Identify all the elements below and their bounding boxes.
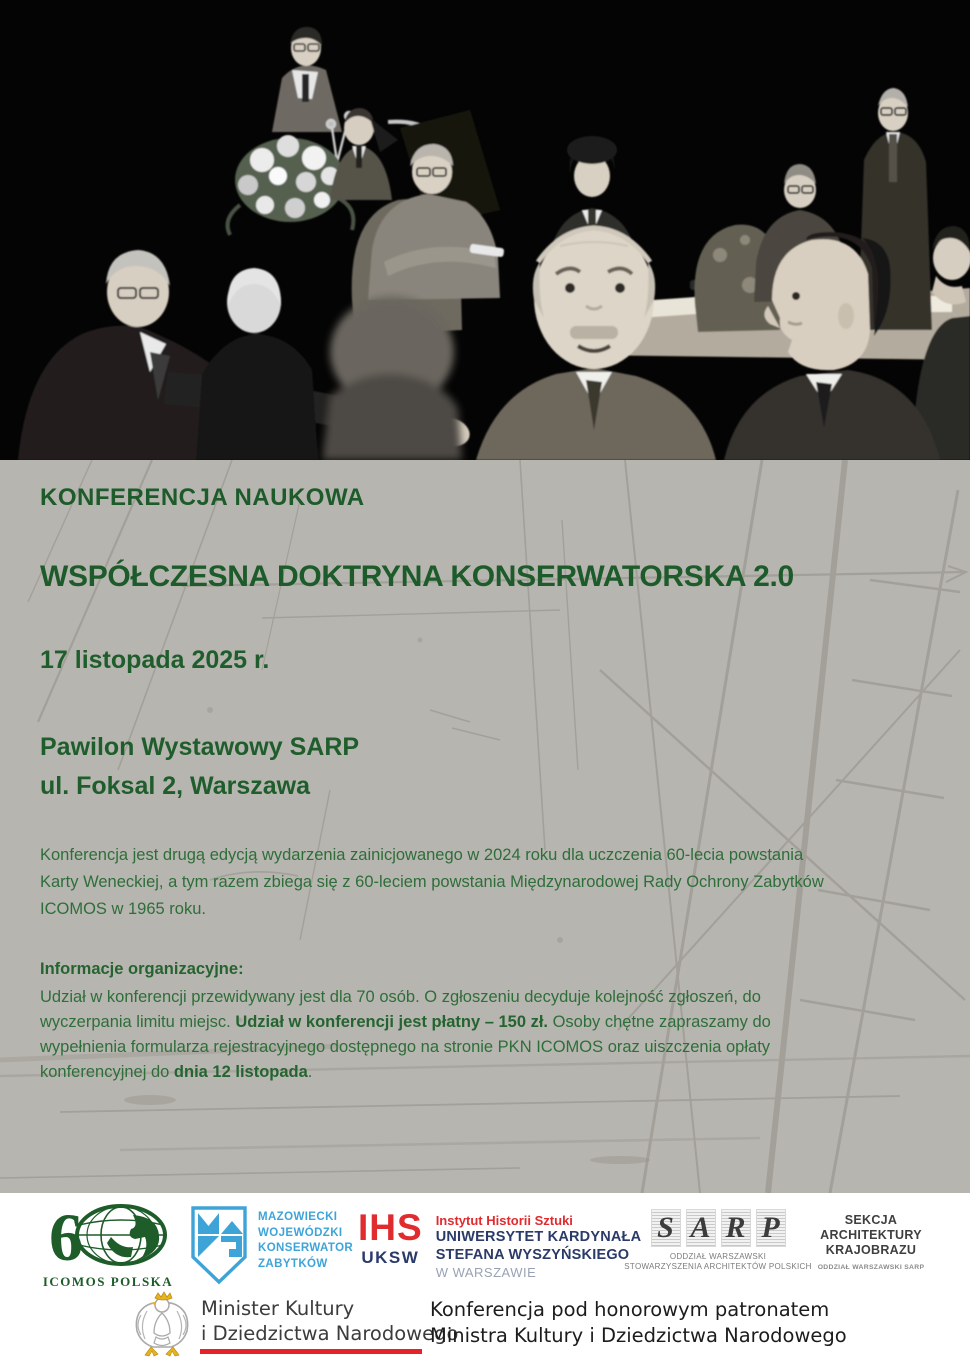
event-type-heading: KONFERENCJA NAUKOWA (40, 484, 365, 511)
icomos-globe-icon (33, 1203, 183, 1267)
mwkz-line-2: WOJEWÓDZKI (258, 1226, 343, 1239)
mwkz-line-1: MAZOWIECKI (258, 1211, 338, 1223)
conference-title: WSPÓŁCZESNA DOKTRYNA KONSERWATORSKA 2.0 (40, 560, 794, 593)
ihs-line-4: W WARSZAWIE (435, 1265, 537, 1280)
sarp-letter-r: R (725, 1211, 746, 1244)
minister-line-1: Minister Kultury (201, 1297, 355, 1320)
venue-line-1: Pawilon Wystawowy SARP (40, 733, 360, 761)
patronage-note (430, 1297, 847, 1349)
icomos-polska-label: ICOMOS POLSKA (42, 1274, 174, 1289)
sekcja-label (806, 1213, 936, 1258)
patronage-line-1: Konferencja pod honorowym patronatem (430, 1298, 830, 1321)
mwkz-line-3: KONSERWATOR (258, 1242, 354, 1254)
sarp-letter-p: P (761, 1211, 780, 1244)
poster-body (0, 460, 970, 1193)
sarp-sub-line-1: ODDZIAŁ WARSZAWSKI (669, 1252, 767, 1261)
ihs-line-3: STEFANA WYSZYŃSKIEGO (435, 1246, 630, 1263)
sekcja-line-2: ARCHITEKTURY (820, 1228, 922, 1242)
flag-red-bar (200, 1349, 422, 1354)
minister-line-2: i Dziedzictwa Narodowego (201, 1322, 459, 1345)
patronage-line-2: Ministra Kultury i Dziedzictwa Narodowego (430, 1324, 847, 1347)
polish-eagle-icon (133, 1291, 191, 1361)
sarp-letter-boxes (618, 1209, 818, 1247)
org-deadline-bold: dnia 12 listopada (173, 1063, 308, 1081)
organizational-info-text (40, 985, 840, 1085)
sekcja-line-1: SEKCJA (844, 1213, 898, 1227)
mwkz-shield-icon (190, 1205, 248, 1285)
sekcja-sub-label: ODDZIAŁ WARSZAWSKI SARP (817, 1264, 925, 1271)
org-text-1: Udział w konferencji przewidywany jest dla 70 osób. O zgłoszeniu decyduje kolejność zgłoszeń, do wyczerpania limitu miejsc. (40, 988, 761, 1031)
organizational-info-heading: Informacje organizacyjne: (40, 960, 244, 978)
uksw-abbr: UKSW (361, 1248, 420, 1267)
icomos-polska-logo (28, 1203, 188, 1290)
sarp-box-a (686, 1209, 716, 1247)
sarp-letter-a: A (690, 1211, 711, 1244)
org-text-3: . (307, 1063, 313, 1081)
sarp-sub-line-2: STOWARZYSZENIA ARCHITEKTÓW POLSKICH (624, 1262, 812, 1271)
ihs-abbr: IHS (358, 1207, 423, 1248)
ihs-uksw-label (436, 1211, 642, 1281)
sarp-letter-s: S (657, 1211, 674, 1244)
mwkz-line-4: ZABYTKÓW (258, 1257, 328, 1270)
sarp-logo (618, 1209, 818, 1272)
partner-logos-strip (0, 1193, 970, 1372)
ihs-line-1: Instytut Historii Sztuki (435, 1213, 573, 1228)
mwkz-logo (190, 1205, 353, 1285)
conference-description: Konferencja jest drugą edycją wydarzenia zainicjowanego w 2024 roku dla uczczenia 60-lecia powstania Karty Weneckiej, a tym razem zbiega się z 60-leciem powstania Międzynarodowej Rady Ochrony Zabytków ICOMOS w 1965 roku. (40, 846, 824, 918)
sekcja-line-3: KRAJOBRAZU (825, 1243, 917, 1257)
sarp-label (618, 1252, 818, 1272)
photo-montage-illustration (0, 0, 970, 460)
ihs-uksw-monogram (358, 1207, 423, 1281)
venue-line-2: ul. Foksal 2, Warszawa (40, 772, 311, 800)
conference-date: 17 listopada 2025 r. (40, 646, 270, 674)
archival-conference-photo (0, 0, 970, 460)
sekcja-architektury-krajobrazu-logo (806, 1213, 936, 1271)
mwkz-label (258, 1205, 353, 1285)
blurred-foreground-head (322, 296, 462, 460)
sarp-box-s (651, 1209, 681, 1247)
org-fee-bold: Udział w konferencji jest płatny – 150 zł. (235, 1013, 548, 1031)
svg-text:6: 6 (49, 1203, 83, 1267)
sarp-box-p (756, 1209, 786, 1247)
conference-venue (40, 728, 359, 806)
ihs-line-2: UNIWERSYTET KARDYNAŁA (435, 1229, 642, 1245)
ihs-uksw-logo (358, 1207, 642, 1281)
org-text-2: Osoby chętne zapraszamy do wypełnienia formularza rejestracyjnego dostępnego na stronie PKN ICOMOS oraz uiszczenia opłaty konferencyjnej do (40, 1013, 771, 1081)
sarp-box-r (721, 1209, 751, 1247)
